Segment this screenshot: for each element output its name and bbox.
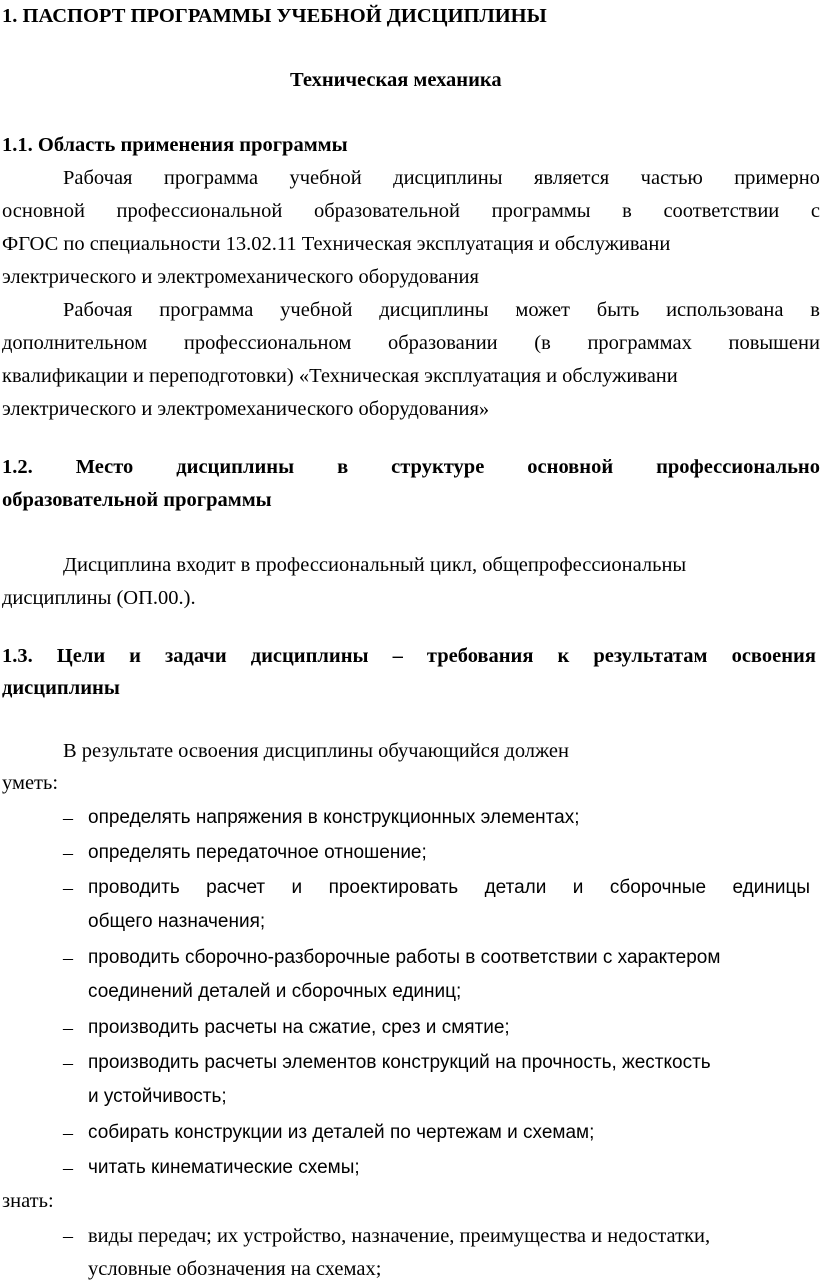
- word: освоения: [731, 645, 816, 667]
- word: в: [810, 299, 820, 321]
- word: программа: [163, 167, 259, 189]
- paragraph-line: ФГОС по специальности 13.02.11 Техническая эксплуатация и обслуживани: [2, 233, 671, 255]
- word: результатам: [593, 645, 708, 667]
- section-title: 1. ПАСПОРТ ПРОГРАММЫ УЧЕБНОЙ ДИСЦИПЛИНЫ: [2, 5, 547, 27]
- heading-1-2: [2, 457, 820, 478]
- paragraph-line: [63, 300, 820, 321]
- word: и: [291, 877, 303, 898]
- paragraph-line: [2, 333, 820, 354]
- word: структуре: [391, 456, 485, 478]
- heading-1-2-cont: образовательной программы: [2, 489, 272, 511]
- list-item: читать кинематические схемы;: [88, 1157, 360, 1178]
- list-item-cont: условные обозначения на схемах;: [88, 1258, 382, 1280]
- word: основной: [2, 200, 85, 222]
- list-item: производить расчеты на сжатие, срез и смятие;: [88, 1017, 510, 1038]
- list-item-cont: общего назначения;: [88, 911, 266, 932]
- word: 1.2.: [2, 456, 33, 478]
- word: основной: [527, 456, 614, 478]
- word: Цели: [56, 645, 106, 667]
- list-item: собирать конструкции из деталей по чертежам и схемам;: [88, 1122, 595, 1143]
- word: в: [622, 200, 632, 222]
- list-item: производить расчеты элементов конструкций на прочность, жесткость: [88, 1052, 711, 1073]
- intro-line: В результате освоения дисциплины обучающийся должен: [63, 740, 570, 762]
- word: в: [337, 456, 349, 478]
- word: (в: [534, 332, 551, 354]
- word: Рабочая: [63, 299, 133, 321]
- word: Место: [75, 456, 134, 478]
- word: проектировать: [328, 877, 459, 898]
- word: требования: [426, 645, 534, 667]
- word: образовании: [387, 332, 498, 354]
- list-dash: –: [63, 1122, 73, 1144]
- word: дополнительном: [2, 332, 148, 354]
- heading-1-1: 1.1. Область применения программы: [2, 134, 348, 156]
- paragraph-line: электрического и электромеханического оборудования: [2, 266, 479, 288]
- word: программах: [587, 332, 692, 354]
- paragraph-line: дисциплины (ОП.00.).: [2, 587, 196, 609]
- list-item-cont: и устойчивость;: [88, 1086, 227, 1107]
- word: сборочные: [609, 877, 707, 898]
- word: примерно: [734, 167, 820, 189]
- paragraph-line: [2, 201, 820, 222]
- word: использована: [666, 299, 784, 321]
- word: быть: [596, 299, 640, 321]
- word: может: [515, 299, 571, 321]
- heading-1-3: [2, 646, 816, 667]
- list-dash: –: [63, 807, 73, 829]
- word: дисциплины: [379, 299, 489, 321]
- word: повышени: [728, 332, 820, 354]
- word: профессионально: [656, 456, 820, 478]
- word: единицы: [732, 877, 810, 898]
- list-item-cont: соединений деталей и сборочных единиц;: [88, 981, 462, 1002]
- heading-1-3-cont: дисциплины: [2, 677, 120, 699]
- paragraph-line: электрического и электромеханического оборудования»: [2, 398, 490, 420]
- word: детали: [484, 877, 547, 898]
- paragraph-line: квалификации и переподготовки) «Техническая эксплуатация и обслуживани: [2, 365, 678, 387]
- word: профессиональном: [183, 332, 352, 354]
- knowledge-label: знать:: [2, 1190, 54, 1212]
- word: программы: [491, 200, 591, 222]
- word: Рабочая: [63, 167, 133, 189]
- word: образовательной: [313, 200, 461, 222]
- word: дисциплины: [250, 645, 369, 667]
- word: дисциплины: [176, 456, 295, 478]
- list-item: определять передаточное отношение;: [88, 842, 427, 863]
- paragraph-line: Дисциплина входит в профессиональный цикл, общепрофессиональны: [63, 554, 687, 576]
- word: и: [572, 877, 584, 898]
- word: профессиональной: [116, 200, 283, 222]
- list-dash: –: [63, 842, 73, 864]
- word: расчет: [206, 877, 266, 898]
- list-item: определять напряжения в конструкционных элементах;: [88, 807, 580, 828]
- word: дисциплины: [393, 167, 503, 189]
- list-item: [88, 878, 810, 897]
- list-item: проводить сборочно-разборочные работы в соответствии с характером: [88, 947, 721, 968]
- list-dash: –: [63, 1225, 73, 1247]
- word: и: [129, 645, 141, 667]
- word: к: [557, 645, 570, 667]
- skills-label: уметь:: [2, 772, 59, 794]
- word: учебной: [289, 167, 362, 189]
- list-item: виды передач; их устройство, назначение, преимущества и недостатки,: [88, 1225, 711, 1247]
- word: задачи: [165, 645, 227, 667]
- list-dash: –: [63, 1052, 73, 1074]
- list-dash: –: [63, 1157, 73, 1179]
- list-dash: –: [63, 1017, 73, 1039]
- word: с: [810, 200, 820, 222]
- word: 1.3.: [2, 645, 33, 667]
- word: частью: [640, 167, 703, 189]
- word: проводить: [88, 877, 180, 898]
- word: учебной: [280, 299, 353, 321]
- paragraph-line: [63, 168, 820, 189]
- word: –: [392, 645, 403, 667]
- list-dash: –: [63, 947, 73, 969]
- word: соответствии: [663, 200, 780, 222]
- word: программа: [159, 299, 254, 321]
- list-dash: –: [63, 877, 73, 899]
- word: является: [533, 167, 610, 189]
- discipline-title: Техническая механика: [290, 69, 502, 91]
